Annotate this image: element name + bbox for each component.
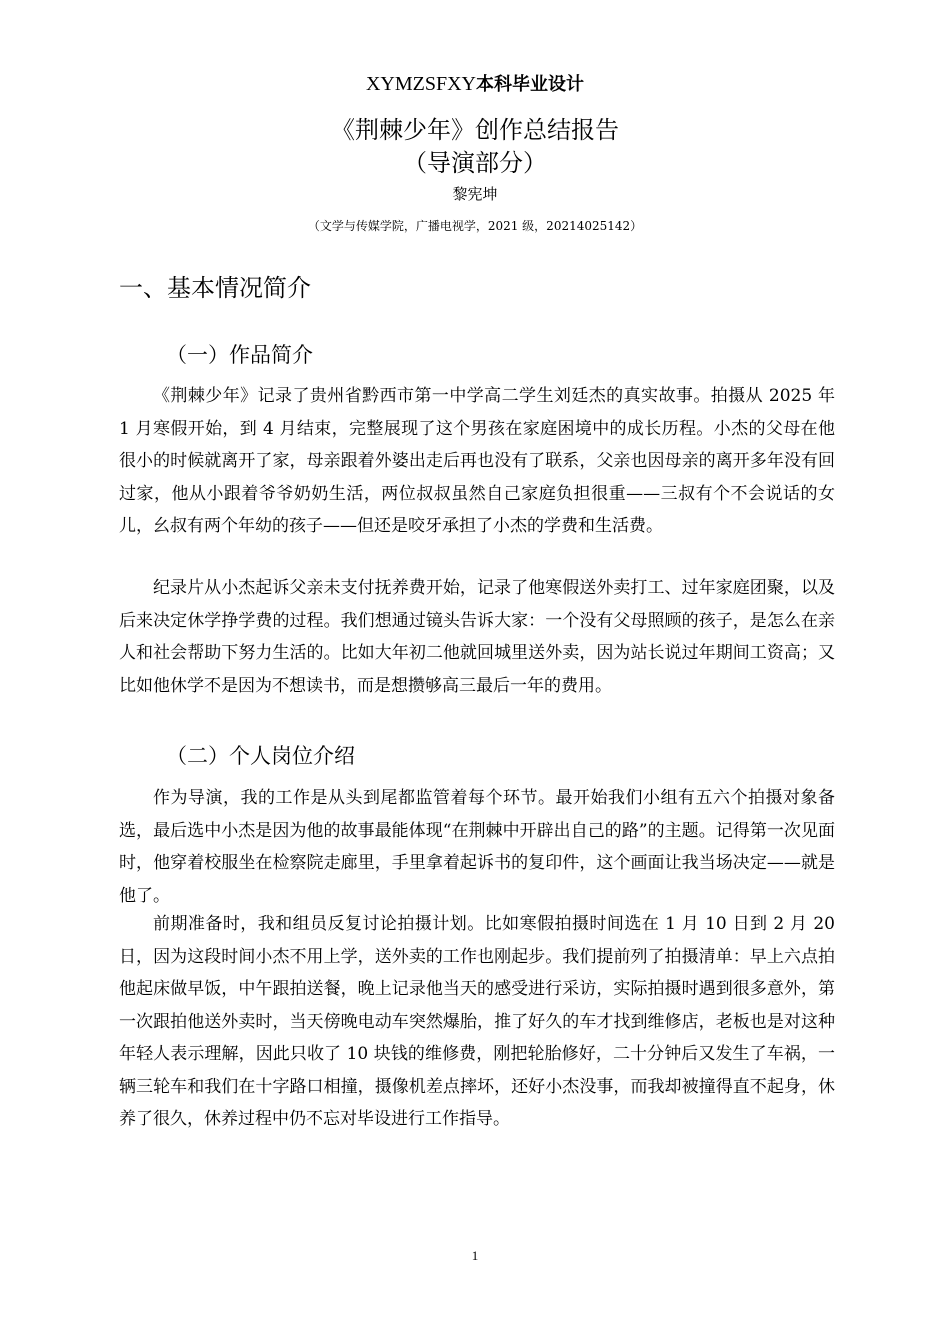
author-affiliation: （文学与传媒学院，广播电视学，2021 级，20214025142） [307, 219, 643, 233]
author-name: 黎宪坤 [452, 185, 498, 203]
paragraph-role-intro-2: 前期准备时，我和组员反复讨论拍摄计划。比如寒假拍摄时间选在 1 月 10 日到 2 月 20 日，因为这段时间小杰不用上学，送外卖的工作也刚起步。我们提前列了拍摄清单：早上六点拍他起床做早饭，中午跟拍送餐，晚上记录他当天的感受进行采访，实际拍摄时遇到很多意外，第一次跟拍他送外卖时，当天傍晚电动车突然爆胎，推了好久的车才找到维修店，老板也是对这种年轻人表示理解，因此只收了 10 块钱的维修费，刚把轮胎修好，二十分钟后又发生了车祸，一辆三轮车和我们在十字路口相撞，摄像机差点摔坏，还好小杰没事，而我却被撞得直不起身，休养了很久，休养过程中仍不忘对毕设进行工作指导。 [119, 914, 835, 1129]
report-subtitle: （导演部分） [403, 149, 547, 177]
section-heading-basic-info: 一、基本情况简介 [119, 274, 311, 302]
paragraph-work-intro-2: 纪录片从小杰起诉父亲未支付抚养费开始，记录了他寒假送外卖打工、过年家庭团聚，以及后来决定休学挣学费的过程。我们想通过镜头告诉大家：一个没有父母照顾的孩子，是怎么在亲人和社会帮助下努力生活的。比如大年初二他就回城里送外卖，因为站长说过年期间工资高；又比如他休学不是因为不想读书，而是想攒够高三最后一年的费用。 [119, 578, 835, 696]
subsection-heading-role-intro: （二）个人岗位介绍 [166, 744, 355, 768]
page-header [0, 70, 950, 99]
header-label: 本科毕业设计 [476, 74, 585, 95]
subsection-heading-work-intro: （一）作品简介 [166, 343, 313, 367]
paragraph-role-intro-1: 作为导演，我的工作是从头到尾都监管着每个环节。最开始我们小组有五六个拍摄对象备选，最后选中小杰是因为他的故事最能体现“在荆棘中开辟出自己的路”的主题。记得第一次见面时，他穿着校服坐在检察院走廊里，手里拿着起诉书的复印件，这个画面让我当场决定——就是他了。 [119, 788, 835, 906]
page-number: 1 [471, 1248, 479, 1263]
paragraph-work-intro-1: 《荆棘少年》记录了贵州省黔西市第一中学高二学生刘廷杰的真实故事。拍摄从 2025 年 1 月寒假开始，到 4 月结束，完整展现了这个男孩在家庭困境中的成长历程。小杰的父母在他很小的时候就离开了家，母亲跟着外婆出走后再也没有了联系，父亲也因母亲的离开多年没有回过家，他从小跟着爷爷奶奶生活，两位叔叔虽然自己家庭负担很重——三叔有个不会说话的女儿，幺叔有两个年幼的孩子——但还是咬牙承担了小杰的学费和生活费。 [119, 386, 835, 536]
header-institution: XYMZSFXY [365, 73, 477, 95]
report-title: 《荆棘少年》创作总结报告 [331, 116, 619, 144]
